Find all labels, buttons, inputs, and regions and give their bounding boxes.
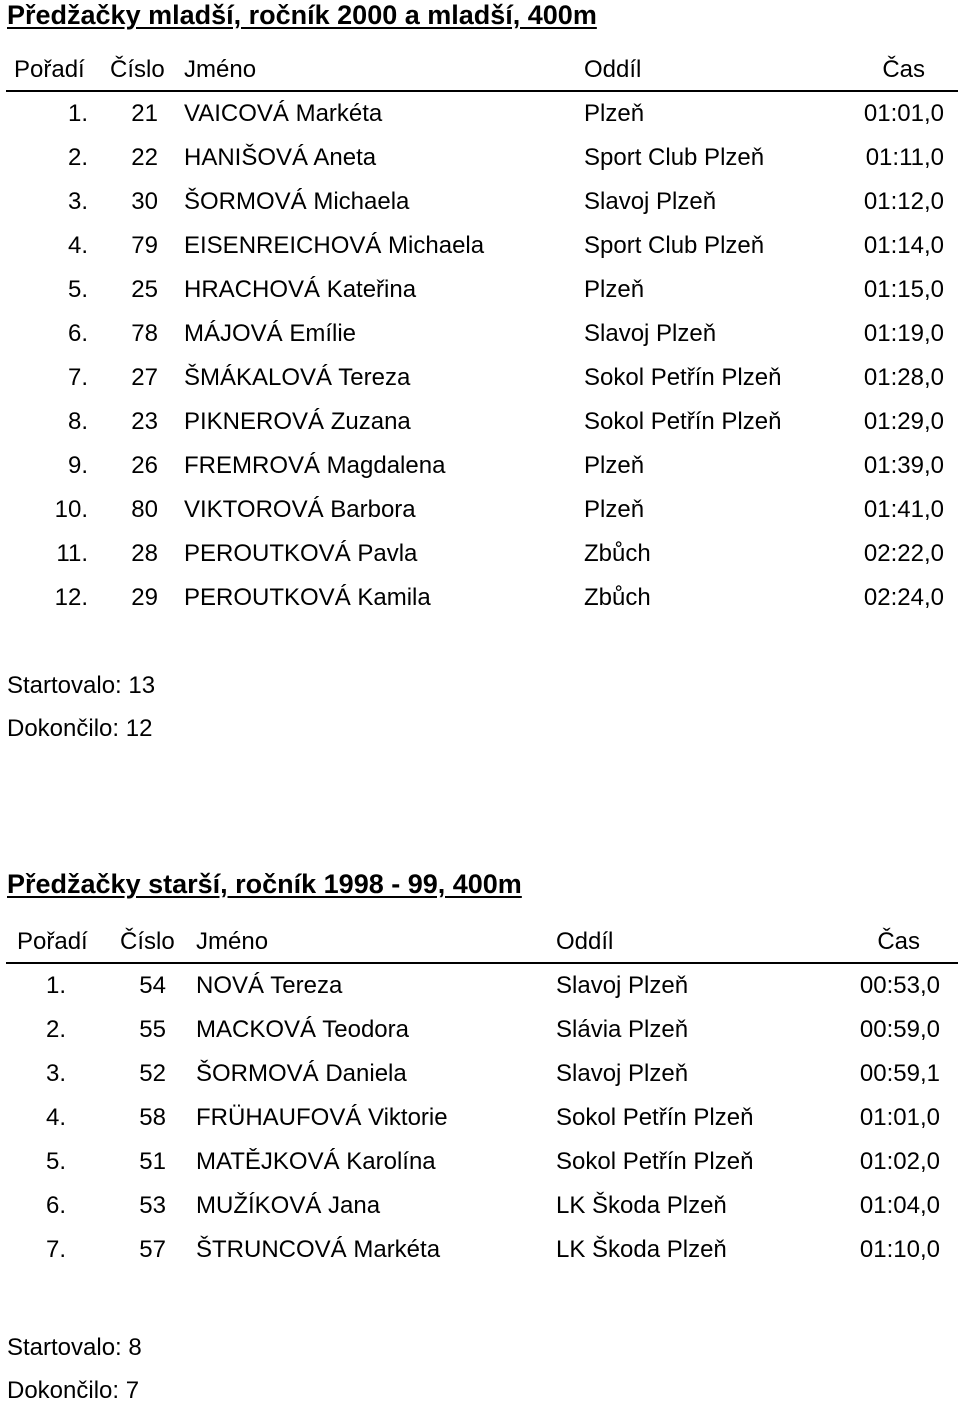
cell-club: LK Škoda Plzeň bbox=[556, 1192, 727, 1219]
cell-time: 02:22,0 bbox=[863, 540, 944, 567]
cell-number: 30 bbox=[131, 188, 158, 215]
table-row bbox=[6, 488, 958, 532]
cell-club: Plzeň bbox=[584, 276, 645, 303]
cell-time: 01:14,0 bbox=[863, 232, 944, 259]
cell-number: 51 bbox=[139, 1148, 166, 1175]
table-row bbox=[6, 532, 958, 576]
column-header-name: Jméno bbox=[196, 928, 269, 955]
cell-club: LK Škoda Plzeň bbox=[556, 1236, 727, 1263]
cell-club: Slavoj Plzeň bbox=[584, 188, 717, 215]
cell-name: EISENREICHOVÁ Michaela bbox=[184, 232, 485, 259]
cell-club: Plzeň bbox=[584, 452, 645, 479]
cell-place: 12. bbox=[54, 584, 88, 611]
cell-name: ŠORMOVÁ Daniela bbox=[196, 1060, 407, 1087]
cell-name: VAICOVÁ Markéta bbox=[184, 100, 383, 127]
table-row bbox=[6, 92, 958, 136]
cell-club: Sokol Petřín Plzeň bbox=[556, 1148, 754, 1175]
finished-count: Dokončilo: 12 bbox=[7, 715, 153, 742]
cell-time: 01:11,0 bbox=[865, 144, 944, 171]
cell-place: 10. bbox=[54, 496, 88, 523]
cell-place: 1. bbox=[45, 972, 66, 999]
cell-club: Plzeň bbox=[584, 496, 645, 523]
table-row bbox=[6, 1184, 958, 1228]
cell-number: 55 bbox=[139, 1016, 166, 1043]
cell-place: 6. bbox=[67, 320, 88, 347]
cell-name: HRACHOVÁ Kateřina bbox=[184, 276, 417, 303]
cell-number: 21 bbox=[131, 100, 158, 127]
cell-club: Sokol Petřín Plzeň bbox=[584, 364, 782, 391]
table-row bbox=[6, 136, 958, 180]
section-title: Předžačky starší, ročník 1998 - 99, 400m bbox=[7, 869, 522, 899]
cell-time: 01:01,0 bbox=[859, 1104, 940, 1131]
cell-number: 27 bbox=[131, 364, 158, 391]
cell-time: 01:04,0 bbox=[859, 1192, 940, 1219]
cell-time: 00:53,0 bbox=[859, 972, 940, 999]
cell-number: 78 bbox=[131, 320, 158, 347]
cell-number: 54 bbox=[139, 972, 166, 999]
cell-club: Zbůch bbox=[584, 584, 651, 611]
cell-club: Sport Club Plzeň bbox=[584, 232, 765, 259]
table-row bbox=[6, 1140, 958, 1184]
cell-name: FREMROVÁ Magdalena bbox=[184, 452, 446, 479]
cell-club: Plzeň bbox=[584, 100, 645, 127]
cell-time: 01:10,0 bbox=[859, 1236, 940, 1263]
column-header-name: Jméno bbox=[184, 56, 257, 83]
cell-place: 5. bbox=[45, 1148, 66, 1175]
cell-place: 4. bbox=[67, 232, 88, 259]
cell-number: 80 bbox=[131, 496, 158, 523]
cell-name: ŠORMOVÁ Michaela bbox=[184, 188, 410, 215]
cell-time: 01:02,0 bbox=[859, 1148, 940, 1175]
cell-time: 01:39,0 bbox=[863, 452, 944, 479]
cell-place: 2. bbox=[67, 144, 88, 171]
cell-place: 2. bbox=[45, 1016, 66, 1043]
results-table bbox=[6, 922, 958, 1272]
cell-time: 01:01,0 bbox=[863, 100, 944, 127]
cell-time: 01:29,0 bbox=[863, 408, 944, 435]
cell-place: 7. bbox=[45, 1236, 66, 1263]
cell-club: Slavoj Plzeň bbox=[556, 972, 689, 999]
cell-club: Sokol Petřín Plzeň bbox=[556, 1104, 754, 1131]
cell-time: 01:15,0 bbox=[863, 276, 944, 303]
table-row bbox=[6, 1096, 958, 1140]
cell-club: Slávia Plzeň bbox=[556, 1016, 689, 1043]
column-header-club: Oddíl bbox=[556, 928, 614, 955]
table-row bbox=[6, 1228, 958, 1272]
cell-time: 01:28,0 bbox=[863, 364, 944, 391]
cell-time: 00:59,0 bbox=[859, 1016, 940, 1043]
cell-name: NOVÁ Tereza bbox=[196, 972, 343, 999]
cell-name: MACKOVÁ Teodora bbox=[196, 1016, 409, 1043]
table-row bbox=[6, 312, 958, 356]
cell-number: 29 bbox=[131, 584, 158, 611]
cell-place: 3. bbox=[67, 188, 88, 215]
cell-name: ŠMÁKALOVÁ Tereza bbox=[184, 364, 411, 391]
section-title: Předžačky mladší, ročník 2000 a mladší, 400m bbox=[7, 0, 597, 30]
cell-number: 23 bbox=[131, 408, 158, 435]
cell-number: 58 bbox=[139, 1104, 166, 1131]
cell-name: MUŽÍKOVÁ Jana bbox=[196, 1192, 381, 1219]
cell-time: 01:19,0 bbox=[863, 320, 944, 347]
table-header bbox=[6, 922, 958, 964]
cell-name: VIKTOROVÁ Barbora bbox=[184, 496, 416, 523]
cell-number: 25 bbox=[131, 276, 158, 303]
cell-club: Slavoj Plzeň bbox=[584, 320, 717, 347]
column-header-time: Čas bbox=[877, 928, 920, 955]
results-table bbox=[6, 50, 958, 620]
cell-club: Sokol Petřín Plzeň bbox=[584, 408, 782, 435]
column-header-time: Čas bbox=[882, 56, 925, 83]
column-header-number: Číslo bbox=[110, 56, 165, 83]
table-row bbox=[6, 964, 958, 1008]
cell-name: MATĚJKOVÁ Karolína bbox=[196, 1148, 436, 1175]
cell-name: HANIŠOVÁ Aneta bbox=[184, 144, 377, 171]
cell-place: 7. bbox=[67, 364, 88, 391]
cell-place: 3. bbox=[45, 1060, 66, 1087]
column-header-place: Pořadí bbox=[14, 56, 85, 83]
cell-place: 9. bbox=[67, 452, 88, 479]
finished-count: Dokončilo: 7 bbox=[7, 1377, 140, 1404]
cell-name: PEROUTKOVÁ Pavla bbox=[184, 540, 418, 567]
cell-place: 1. bbox=[67, 100, 88, 127]
cell-club: Zbůch bbox=[584, 540, 651, 567]
cell-number: 57 bbox=[139, 1236, 166, 1263]
cell-time: 00:59,1 bbox=[859, 1060, 940, 1087]
table-row bbox=[6, 356, 958, 400]
cell-number: 26 bbox=[131, 452, 158, 479]
table-row bbox=[6, 400, 958, 444]
column-header-club: Oddíl bbox=[584, 56, 642, 83]
cell-place: 8. bbox=[67, 408, 88, 435]
cell-place: 5. bbox=[67, 276, 88, 303]
cell-club: Slavoj Plzeň bbox=[556, 1060, 689, 1087]
started-count: Startovalo: 8 bbox=[7, 1334, 142, 1361]
table-row bbox=[6, 224, 958, 268]
cell-club: Sport Club Plzeň bbox=[584, 144, 765, 171]
cell-number: 28 bbox=[131, 540, 158, 567]
started-count: Startovalo: 13 bbox=[7, 672, 156, 699]
cell-name: PEROUTKOVÁ Kamila bbox=[184, 584, 431, 611]
table-row bbox=[6, 1008, 958, 1052]
cell-number: 53 bbox=[139, 1192, 166, 1219]
cell-place: 4. bbox=[45, 1104, 66, 1131]
table-row bbox=[6, 444, 958, 488]
cell-name: PIKNEROVÁ Zuzana bbox=[184, 408, 411, 435]
cell-number: 79 bbox=[131, 232, 158, 259]
cell-time: 02:24,0 bbox=[863, 584, 944, 611]
cell-number: 52 bbox=[139, 1060, 166, 1087]
column-header-place: Pořadí bbox=[17, 928, 88, 955]
table-row bbox=[6, 268, 958, 312]
cell-place: 11. bbox=[56, 540, 88, 567]
column-header-number: Číslo bbox=[120, 928, 175, 955]
cell-name: FRÜHAUFOVÁ Viktorie bbox=[196, 1104, 448, 1131]
cell-name: MÁJOVÁ Emílie bbox=[184, 320, 357, 347]
table-header bbox=[6, 50, 958, 92]
table-row bbox=[6, 1052, 958, 1096]
table-row bbox=[6, 180, 958, 224]
cell-time: 01:12,0 bbox=[863, 188, 944, 215]
cell-number: 22 bbox=[131, 144, 158, 171]
cell-place: 6. bbox=[45, 1192, 66, 1219]
cell-name: ŠTRUNCOVÁ Markéta bbox=[196, 1236, 441, 1263]
cell-time: 01:41,0 bbox=[863, 496, 944, 523]
table-row bbox=[6, 576, 958, 620]
